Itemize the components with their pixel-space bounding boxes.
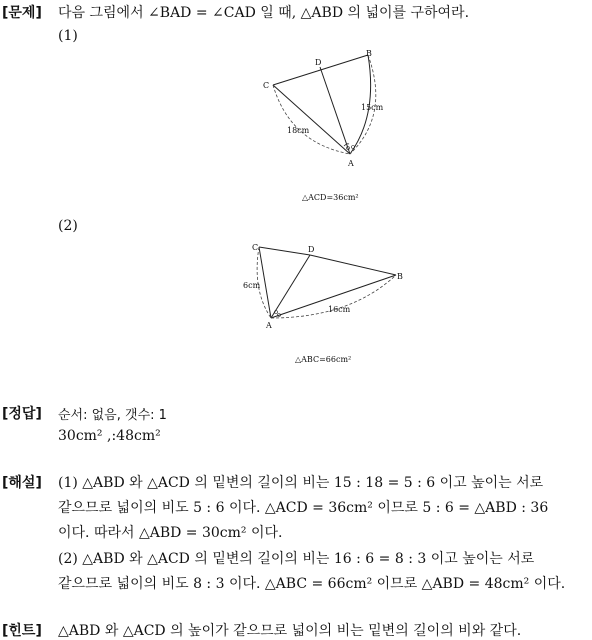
answer-line-2: 30cm² ,:48cm² bbox=[58, 428, 161, 444]
length-ab: 15cm bbox=[361, 103, 384, 112]
segment-cd bbox=[259, 247, 310, 255]
explanation-line-4: (2) △ABD 와 △ACD 의 밑변의 길이의 비는 16 : 6 = 8 : 3 이고 높이는 서로 bbox=[58, 551, 535, 567]
segment-db bbox=[310, 255, 396, 275]
answer-line-1: 순서: 없음, 갯수: 1 bbox=[58, 408, 167, 423]
point-d: D bbox=[308, 245, 315, 254]
point-c: C bbox=[263, 81, 270, 90]
segment-ad bbox=[271, 255, 310, 318]
explanation-line-5: 같으므로 넓이의 비도 8 : 3 이다. △ABC = 66cm² 이므로 △ABD = 48cm² 이다. bbox=[58, 576, 566, 592]
problem-label: [문제] bbox=[2, 5, 42, 21]
point-a: A bbox=[266, 321, 272, 330]
explanation-line-3: 이다. 따라서 △ABD = 30cm² 이다. bbox=[58, 525, 283, 541]
part2-label: (2) bbox=[58, 218, 78, 234]
explanation-line-2: 같으므로 넓이의 비도 5 : 6 이다. △ACD = 36cm² 이므로 5 : 6 = △ABD : 36 bbox=[58, 500, 549, 516]
explanation-label: [해설] bbox=[2, 475, 42, 491]
figure2-caption: △ABC=66cm² bbox=[295, 355, 352, 364]
figure-1 bbox=[250, 45, 400, 205]
point-b: B bbox=[397, 272, 403, 281]
point-a: A bbox=[348, 159, 354, 168]
point-c: C bbox=[252, 243, 259, 252]
point-b: B bbox=[366, 49, 372, 58]
length-ab: 16cm bbox=[328, 305, 351, 314]
hint-text: △ABD 와 △ACD 의 높이가 같으므로 넓이의 비는 밑변의 길이의 비와 같다. bbox=[58, 623, 522, 639]
part1-label: (1) bbox=[58, 28, 78, 44]
length-ac: 18cm bbox=[287, 126, 310, 135]
figure1-caption: △ACD=36cm² bbox=[302, 193, 359, 202]
hint-label: [힌트] bbox=[2, 623, 42, 639]
point-d: D bbox=[315, 58, 322, 67]
answer-label: [정답] bbox=[2, 406, 42, 422]
length-ac: 6cm bbox=[243, 281, 261, 290]
figure-2 bbox=[240, 238, 410, 370]
explanation-line-1: (1) △ABD 와 △ACD 의 밑변의 길이의 비는 15 : 18 = 5 : 6 이고 높이는 서로 bbox=[58, 475, 544, 491]
problem-question: 다음 그림에서 ∠BAD = ∠CAD 일 때, △ABD 의 넓이를 구하여라. bbox=[58, 5, 470, 21]
